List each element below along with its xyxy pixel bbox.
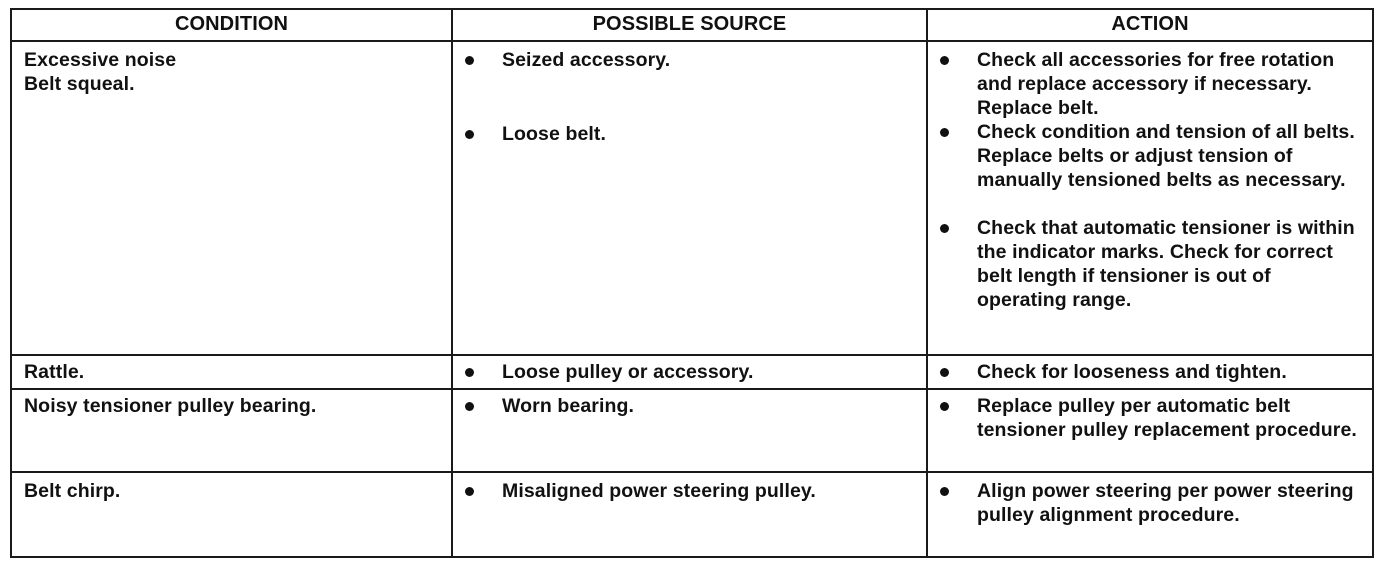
source-cell [452, 389, 927, 472]
header-row [11, 9, 1373, 41]
source-list [465, 48, 916, 146]
condition-cell [11, 355, 452, 389]
condition-text: Noisy tensioner pulley bearing. [24, 395, 317, 417]
condition-cell [11, 472, 452, 557]
source-cell [452, 41, 927, 355]
action-cell [927, 41, 1373, 355]
source-item: Loose pulley or accessory. [465, 360, 916, 384]
source-list [465, 394, 916, 418]
condition-cell [11, 389, 452, 472]
action-item: Check for looseness and tighten. [940, 360, 1362, 384]
action-item: Check condition and tension of all belts. Replace belts or adjust tension of manually tensioned belts as necessary. [940, 120, 1362, 192]
source-cell [452, 472, 927, 557]
source-item: Worn bearing. [465, 394, 916, 418]
source-item: Misaligned power steering pulley. [465, 479, 916, 503]
table-row [11, 389, 1373, 472]
condition-text: Belt squeal. [24, 73, 135, 95]
action-item: Align power steering per power steering pulley alignment procedure. [940, 479, 1362, 527]
table-row [11, 355, 1373, 389]
condition-text: Rattle. [24, 361, 85, 383]
action-cell [927, 472, 1373, 557]
header-condition: CONDITION [11, 9, 452, 41]
action-item: Check that automatic tensioner is within the indicator marks. Check for correct belt length if tensioner is out of operating range. [940, 216, 1362, 312]
action-cell [927, 355, 1373, 389]
diagnosis-table [10, 8, 1374, 558]
table-row [11, 41, 1373, 355]
action-list [940, 479, 1362, 527]
action-item: Replace pulley per automatic belt tensioner pulley replacement procedure. [940, 394, 1362, 442]
action-cell [927, 389, 1373, 472]
condition-text: Belt chirp. [24, 480, 121, 502]
condition-text: Excessive noise [24, 49, 177, 71]
action-list [940, 360, 1362, 384]
source-item: Seized accessory. [465, 48, 916, 72]
header-action: ACTION [927, 9, 1373, 41]
action-item: Check all accessories for free rotation and replace accessory if necessary. Replace belt. [940, 48, 1362, 120]
source-list [465, 479, 916, 503]
source-list [465, 360, 916, 384]
header-possible-source: POSSIBLE SOURCE [452, 9, 927, 41]
condition-cell [11, 41, 452, 355]
table-row [11, 472, 1373, 557]
action-list [940, 394, 1362, 442]
source-item: Loose belt. [465, 122, 916, 146]
source-cell [452, 355, 927, 389]
action-list [940, 48, 1362, 312]
